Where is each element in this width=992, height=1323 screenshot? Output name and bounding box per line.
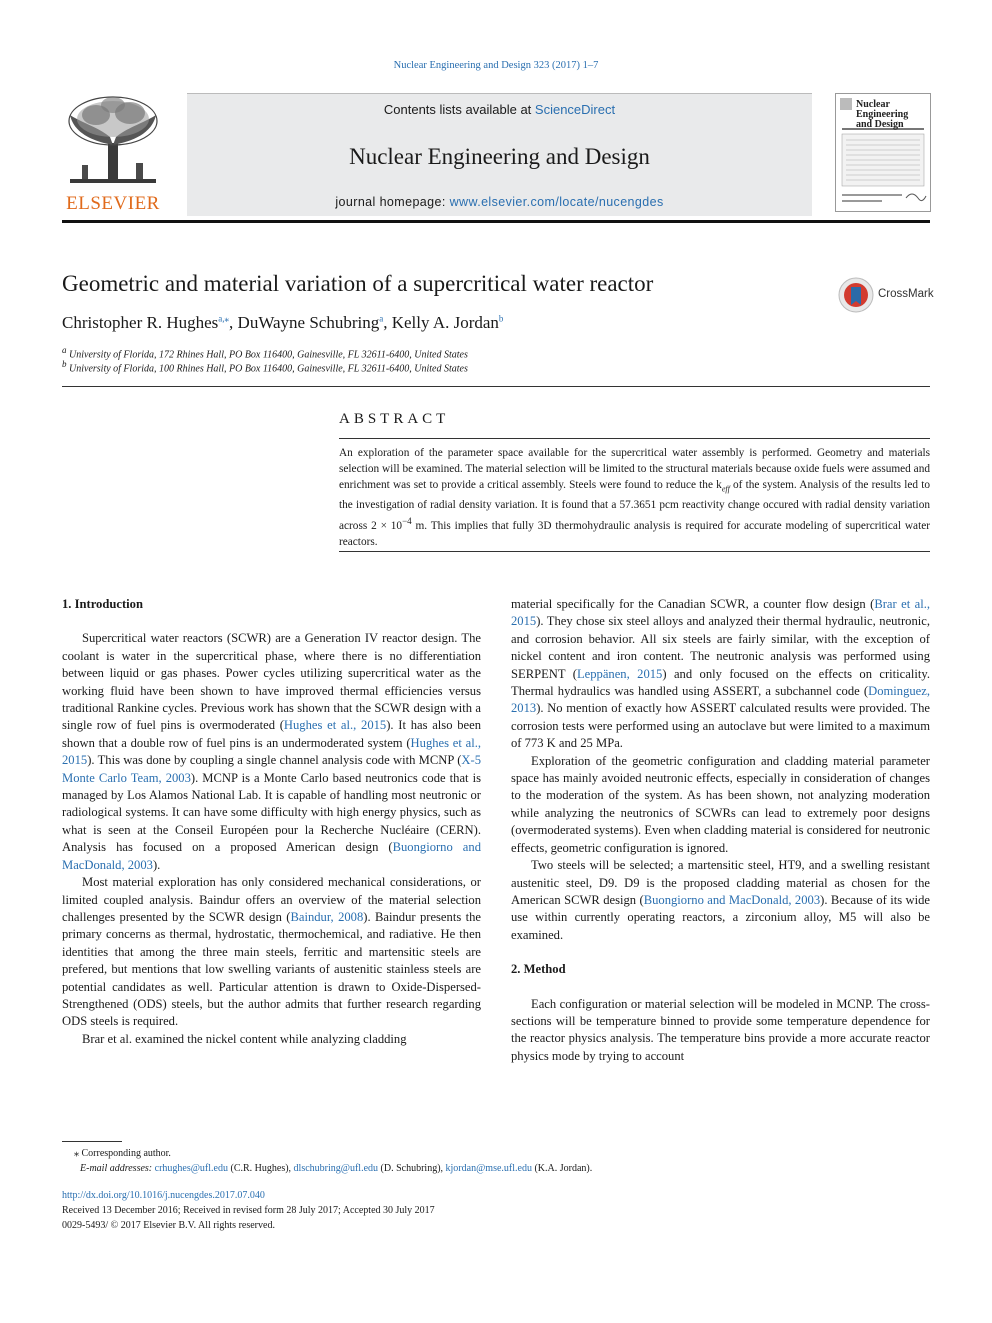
paragraph xyxy=(62,630,481,874)
citation-link[interactable]: Buongiorno and MacDonald, 2003 xyxy=(62,840,481,872)
crossmark-icon xyxy=(838,277,874,313)
journal-cover-thumbnail xyxy=(835,93,931,212)
email-addresses xyxy=(62,1161,592,1176)
citation-link[interactable]: Leppänen, 2015 xyxy=(576,666,663,681)
author-separator: , xyxy=(229,313,238,332)
email-link[interactable]: kjordan@mse.ufl.edu xyxy=(445,1163,532,1174)
body-column-right xyxy=(511,596,930,1065)
exponent: −4 xyxy=(402,516,412,527)
footnote-star: ⁎ xyxy=(74,1148,79,1159)
author-affiliation-marker[interactable]: a xyxy=(379,313,384,324)
affiliation-divider xyxy=(62,386,930,387)
text-run: ). xyxy=(152,857,161,872)
paragraph xyxy=(62,874,481,1031)
citation-link[interactable]: Dominguez, 2013 xyxy=(511,684,930,716)
citation-link[interactable]: Baindur, 2008 xyxy=(290,909,364,924)
contents-prefix: Contents lists available at xyxy=(383,102,535,117)
paragraph: Exploration of the geometric configuration and cladding material parameter space has mainly avoided neutronic effects, especially in consideration of changes to the moderation of the system. As has been shown, not analyzing moderation while analyzing the neutronics of SCWRs can lead to extremely poor designs (overmoderated systems). Even when cladding material is considered for neutronic effects, geometric configuration is ignored. xyxy=(511,753,930,855)
email-link[interactable]: crhughes@ufl.edu xyxy=(154,1163,228,1174)
homepage-prefix: journal homepage: xyxy=(335,195,450,209)
text-run: ). MCNP is a Monte Carlo based neutronics code that is managed by Los Alamos National Lab. It is capable of handling most neutronic or radiological systems. It can have some difficulty with high energy physics, such as what is seen at the Conseil Européen pour la Recherche Nucléaire (CERN). Analysis has focused on a proposed American design ( xyxy=(62,770,481,855)
author-separator: , xyxy=(383,313,392,332)
homepage-line xyxy=(187,195,812,209)
text-run: ). It has also been shown that a double row of fuel pins is an undermoderated system ( xyxy=(62,718,481,750)
elsevier-logo xyxy=(62,93,164,213)
abstract-bottom-divider xyxy=(339,551,930,552)
doi-block xyxy=(62,1188,435,1233)
author-affiliation-marker[interactable]: a,⁎ xyxy=(218,313,230,324)
email-owner: (D. Schubring), xyxy=(378,1163,446,1174)
email-owner: (K.A. Jordan). xyxy=(531,1163,593,1174)
affiliation xyxy=(62,359,468,374)
text-run: ). This was done by coupling a single channel analysis code with MCNP ( xyxy=(87,753,462,768)
homepage-link[interactable]: www.elsevier.com/locate/nucengdes xyxy=(449,195,664,209)
affiliation-label: a xyxy=(62,345,67,355)
journal-header xyxy=(187,93,812,216)
contents-line xyxy=(187,102,812,117)
doi-link[interactable]: http://dx.doi.org/10.1016/j.nucengdes.2017.07.040 xyxy=(62,1190,265,1201)
citation-link[interactable]: Brar et al., 2015 xyxy=(511,597,930,629)
abstract-heading: ABSTRACT xyxy=(339,411,450,427)
citation-link[interactable]: Buongiorno and MacDonald, 2003 xyxy=(643,892,821,907)
paragraph: Brar et al. examined the nickel content while analyzing cladding xyxy=(82,1031,407,1046)
cover-title-line1: Nuclear Engineering xyxy=(856,99,909,120)
author-name[interactable]: Kelly A. Jordan xyxy=(391,313,499,332)
text-run: material specifically for the Canadian SCWR, a counter flow design ( xyxy=(511,597,875,611)
abstract-text xyxy=(339,445,930,550)
footnote xyxy=(62,1146,592,1176)
abstract-text-part: An exploration of the parameter space available for the supercritical water assembly is performed. Geometry and materials selection will be examined. The material selection will be limited to the structural materials because oxide fuels were assumed and enrichment was set to provide a critical assembly. Steels were found to reduce the k xyxy=(339,447,930,491)
crossmark-label: CrossMark xyxy=(878,288,934,300)
email-label: E-mail addresses: xyxy=(80,1163,155,1174)
cover-title-line2: and Design xyxy=(856,119,904,130)
copyright: 0029-5493/ © 2017 Elsevier B.V. All rights reserved. xyxy=(62,1220,275,1231)
citation-link[interactable]: Hughes et al., 2015 xyxy=(283,718,387,733)
paragraph xyxy=(511,857,930,944)
text-run: Most material exploration has only considered mechanical considerations, or limited coupled analysis. Baindur offers an overview of the material selection challenges presented by the SCWR design ( xyxy=(62,875,481,924)
text-run: ). They chose six steel alloys and analyzed their thermal hydraulic, neutronic, and corrosion behavior. All six steels are fairly similar, with the exception of nickel content and iron content. The neutronic analysis was performed using SERPENT ( xyxy=(511,614,930,681)
crossmark-badge[interactable] xyxy=(838,275,933,315)
text-run: Supercritical water reactors (SCWR) are a Generation IV reactor design. The coolant is water in the supercritical phase, where there is no differentiation between liquid or gas phases. Power cycles utilizing supercritical water as the working fluid have been shown to have improved thermal efficiencies versus traditional Rankine cycles. Previous work has shown that the SCWR design with a single row of fuel pins is overmoderated ( xyxy=(62,631,481,733)
paragraph: Each configuration or material selection will be modeled in MCNP. The cross-sections will be temperature binned to provide some temperature dependence for the reactor physics analysis. The temperature bins provide a more accurate reactor physics mode by trying to account xyxy=(511,996,930,1063)
abstract-divider xyxy=(339,438,930,439)
email-owner: (C.R. Hughes), xyxy=(227,1163,294,1174)
history-dates: Received 13 December 2016; Received in revised form 28 July 2017; Accepted 30 July 2017 xyxy=(62,1205,435,1216)
paragraph xyxy=(511,596,930,753)
author-name[interactable]: Christopher R. Hughes xyxy=(62,313,219,332)
section-heading-method: 2. Method xyxy=(511,962,566,977)
text-run: ) and only focused on the effects on criticality. Thermal hydraulics was handled using ASSERT, a subchannel code ( xyxy=(511,666,930,699)
header-divider xyxy=(62,220,930,223)
text-run: ). Because of its wide use within currently operating reactors, a zirconium alloy, M5 will also be examined. xyxy=(511,892,931,942)
footnote-divider xyxy=(62,1141,122,1142)
keff-subscript: eff xyxy=(721,484,730,494)
abstract-text-part: of the system. Analysis of the results led to the investigation of radial density variation. It is found that a 57.3651 pcm reactivity change occured with radial density variation across 2 × 10 xyxy=(339,479,931,533)
section-heading-introduction: 1. Introduction xyxy=(62,597,143,611)
sciencedirect-link[interactable]: ScienceDirect xyxy=(534,102,616,117)
article-title: Geometric and material variation of a supercritical water reactor xyxy=(62,271,654,296)
citation-link[interactable]: Hughes et al., 2015 xyxy=(62,735,481,768)
affiliation-text: University of Florida, 100 Rhines Hall, PO Box 116400, Gainesville, FL 32611-6400, United States xyxy=(69,363,468,375)
journal-reference[interactable]: Nuclear Engineering and Design 323 (2017) 1–7 xyxy=(393,60,599,71)
email-link[interactable]: dlschubring@ufl.edu xyxy=(293,1163,379,1174)
affiliation-label: b xyxy=(62,359,67,369)
author-list xyxy=(62,313,503,333)
text-run: Two steels will be selected; a martensitic steel, HT9, and a swelling resistant austenitic steel, D9. D9 is the proposed cladding material as chosen for the American SCWR design ( xyxy=(511,858,930,907)
footnote-text: Corresponding author. xyxy=(79,1148,171,1159)
text-run: ). No mention of exactly how ASSERT calculated results were provided. The corrosion tests were performed using an autoclave but were limited to a maximum of 773 K and 25 MPa. xyxy=(511,701,930,751)
citation-link[interactable]: X-5 Monte Carlo Team, 2003 xyxy=(62,753,481,785)
abstract-text-part: m. This implies that fully 3D thermohydraulic analysis is required for accurate modeling of supercritical water reactors. xyxy=(339,520,930,549)
text-run: ). Baindur presents the primary concerns as thermal, hydrostatic, thermochemical, and radiative. He then identities that among the three main steels, ferritic and martensitic steels are prefered, but mentions that low swelling variants of austenitic stainless steels are potential candidates as well. Particular attention is drawn to Oxide-Dispersed-Strengthened (ODS) steels, but the author admits that further research regarding ODS steels is required. xyxy=(62,909,481,1029)
journal-name: Nuclear Engineering and Design xyxy=(349,144,650,169)
corresponding-author-note xyxy=(62,1146,592,1161)
author-name[interactable]: DuWayne Schubring xyxy=(237,313,380,332)
cover-title xyxy=(856,100,930,130)
tree-icon xyxy=(62,93,164,191)
body-column-left xyxy=(62,596,481,1048)
author-affiliation-marker[interactable]: b xyxy=(498,313,504,324)
elsevier-wordmark: ELSEVIER xyxy=(66,193,160,214)
affiliation-text: University of Florida, 172 Rhines Hall, PO Box 116400, Gainesville, FL 32611-6400, United States xyxy=(69,349,468,361)
